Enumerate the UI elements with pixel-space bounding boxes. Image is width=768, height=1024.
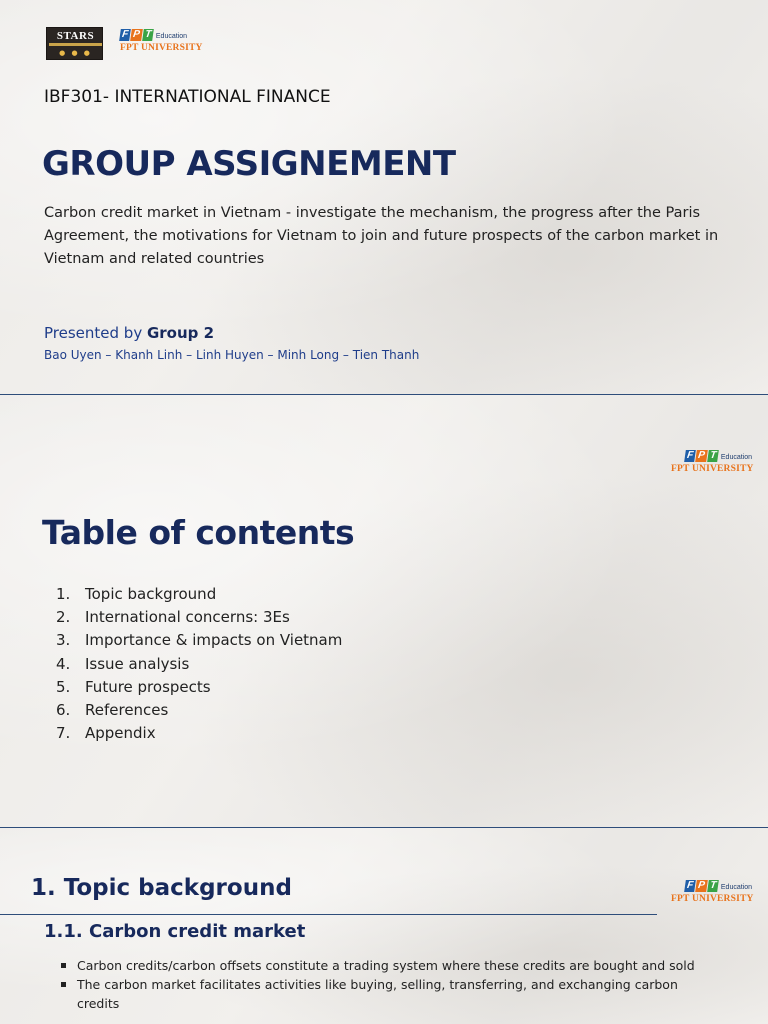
topic-background-slide	[0, 828, 768, 1024]
fpt-blocks	[120, 29, 153, 41]
bullet-item	[60, 956, 700, 975]
toc-item-label: Importance & impacts on Vietnam	[85, 631, 343, 650]
bullet-text: The carbon market facilitates activities like buying, selling, transferring, and exchanging carbon credits	[77, 977, 678, 1011]
fpt-education-text: Education	[720, 884, 753, 891]
section-title-rule	[0, 914, 657, 915]
toc-item	[56, 583, 342, 606]
toc-item-label: Topic background	[85, 585, 217, 603]
stars-logo	[46, 27, 103, 60]
toc-item	[56, 676, 342, 699]
stars-logo-bar	[49, 43, 102, 46]
toc-item	[56, 653, 342, 676]
group-members: Bao Uyen – Khanh Linh – Linh Huyen – Minh Long – Tien Thanh	[44, 348, 420, 362]
fpt-block-f: F	[684, 880, 696, 892]
fpt-block-t: T	[707, 880, 719, 892]
fpt-university-text: FPT UNIVERSITY	[120, 43, 203, 53]
fpt-blocks	[685, 450, 718, 462]
stars-logo-text: STARS	[56, 30, 95, 42]
course-code: IBF301- INTERNATIONAL FINANCE	[44, 87, 331, 107]
toc-item-number: 2.	[56, 608, 71, 627]
fpt-blocks	[685, 880, 718, 892]
square-bullet-icon	[61, 963, 66, 968]
subsection-title: 1.1. Carbon credit market	[44, 921, 306, 942]
fpt-block-f: F	[684, 450, 696, 462]
toc-item-number: 7.	[56, 724, 71, 743]
toc-list	[56, 583, 342, 745]
toc-title: Table of contents	[42, 513, 355, 552]
toc-item-label: Appendix	[85, 724, 156, 743]
title-slide	[0, 0, 768, 394]
toc-item-number: 4.	[56, 654, 71, 673]
fpt-block-p: P	[695, 880, 707, 892]
toc-item	[56, 722, 342, 745]
fpt-university-text: FPT UNIVERSITY	[671, 894, 754, 904]
section-title: 1. Topic background	[31, 875, 292, 901]
bullet-item	[60, 975, 700, 1013]
fpt-block-t: T	[707, 450, 719, 462]
bullet-list	[60, 956, 700, 1013]
fpt-block-p: P	[130, 29, 142, 41]
toc-item-label: International concerns: 3Es	[85, 608, 290, 627]
presented-by-label: Presented by	[44, 324, 147, 342]
toc-item-number: 5.	[56, 677, 71, 696]
slide-title: GROUP ASSIGNEMENT	[42, 144, 456, 184]
bullet-text: Carbon credits/carbon offsets constitute a trading system where these credits are bought and sold	[77, 958, 695, 973]
toc-item	[56, 606, 342, 629]
presented-by	[44, 324, 214, 342]
fpt-block-p: P	[695, 450, 707, 462]
fpt-education-text: Education	[720, 454, 753, 461]
toc-item	[56, 699, 342, 722]
group-name: Group 2	[146, 324, 215, 342]
contents-slide	[0, 395, 768, 827]
toc-item-label: References	[85, 700, 169, 719]
fpt-university-logo	[671, 450, 754, 474]
fpt-block-f: F	[119, 29, 131, 41]
fpt-university-logo	[671, 880, 754, 904]
toc-item-label: Issue analysis	[85, 654, 190, 673]
fpt-university-logo	[120, 29, 203, 53]
toc-item-number: 1.	[56, 585, 71, 603]
stars-logo-dots: ● ● ●	[59, 49, 92, 57]
toc-item-label: Future prospects	[85, 677, 211, 696]
toc-item-number: 3.	[56, 631, 71, 650]
toc-item	[56, 629, 342, 652]
fpt-university-text: FPT UNIVERSITY	[671, 464, 754, 474]
fpt-education-text: Education	[155, 33, 188, 40]
fpt-block-t: T	[142, 29, 154, 41]
square-bullet-icon	[61, 982, 66, 987]
toc-item-number: 6.	[56, 700, 71, 719]
assignment-topic: Carbon credit market in Vietnam - investigate the mechanism, the progress after the Paris Agreement, the motivations for Vietnam to join and future prospects of the carbon market in Vietnam and related countries	[44, 205, 719, 267]
